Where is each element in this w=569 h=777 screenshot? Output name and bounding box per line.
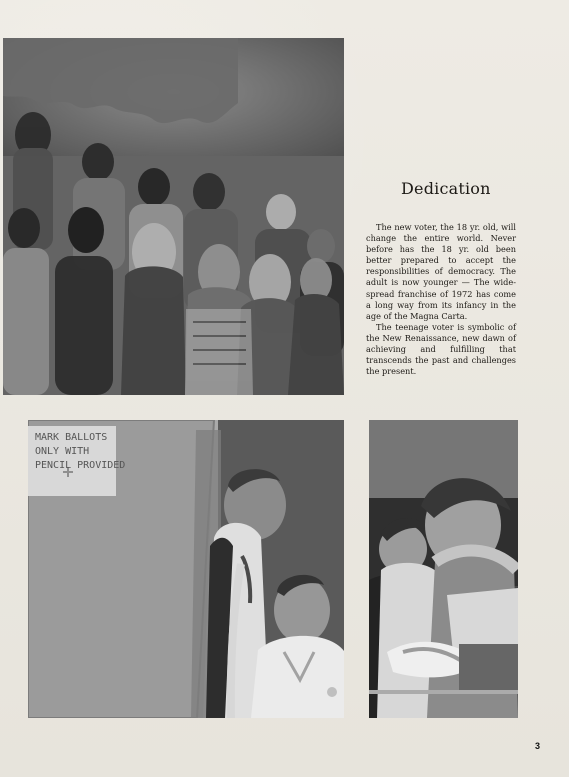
dedication-text-block: [366, 222, 516, 377]
dedication-paragraph-2: The teenage voter is symbolic of the New Renaissance, new dawn of achieving and fulfilling that transcends the past and challenges the present.: [366, 321, 516, 377]
group-of-students-photo: [3, 38, 344, 395]
page-number: 3: [535, 741, 541, 751]
voting-booth-photo: [28, 420, 344, 718]
ballot-sign-line-2: ONLY WITH: [35, 446, 90, 457]
student-voting-photo: [369, 420, 518, 718]
dedication-heading: Dedication: [401, 179, 491, 198]
dedication-paragraph-1: The new voter, the 18 yr. old, will change the entire world. Never before has the 18 yr. old been better prepared to accept the responsibilities of democracy. The adult is now younger — The wide-spread franchise of 1972 has come a long way from its infancy in the age of the Magna Carta.: [366, 222, 516, 321]
ballot-sign-line-1: MARK BALLOTS: [35, 432, 108, 443]
ballot-sign-line-3: PENCIL PROVIDED: [35, 460, 126, 471]
